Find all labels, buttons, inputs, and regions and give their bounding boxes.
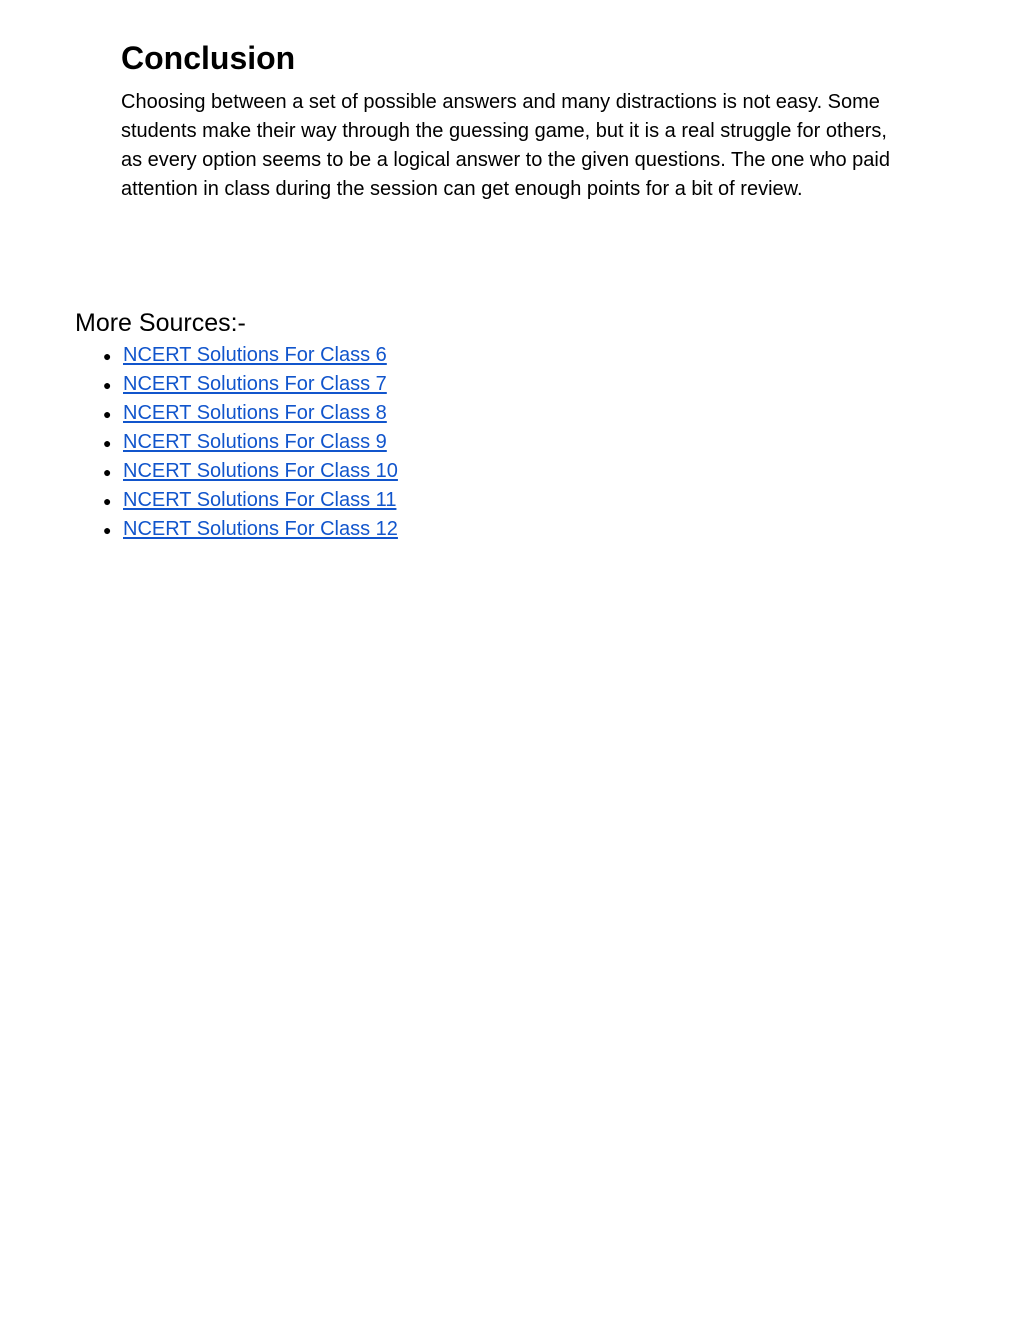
bullet-icon: ●: [103, 377, 112, 393]
sources-list: [75, 341, 675, 544]
source-link-class-6[interactable]: NCERT Solutions For Class 6: [123, 344, 387, 366]
source-link-class-11[interactable]: NCERT Solutions For Class 11: [123, 489, 397, 511]
conclusion-heading: Conclusion: [121, 40, 296, 76]
list-item: [75, 428, 675, 457]
bullet-icon: ●: [103, 522, 112, 538]
conclusion-paragraph: Choosing between a set of possible answers and many distractions is not easy. Some students make their way through the guessing game, but it is a real struggle for others, as every option seems to be a logical answer to the given questions. The one who paid attention in class during the session can get enough points for a bit of review.: [121, 91, 890, 200]
list-item: [75, 486, 675, 515]
source-link-class-9[interactable]: NCERT Solutions For Class 9: [123, 431, 387, 453]
conclusion-section: [121, 38, 901, 204]
source-link-class-10[interactable]: NCERT Solutions For Class 10: [123, 460, 398, 482]
source-link-class-8[interactable]: NCERT Solutions For Class 8: [123, 402, 387, 424]
source-link-class-12[interactable]: NCERT Solutions For Class 12: [123, 518, 398, 540]
source-link-class-7[interactable]: NCERT Solutions For Class 7: [123, 373, 387, 395]
list-item: [75, 457, 675, 486]
more-sources-heading: More Sources:-: [75, 309, 246, 337]
list-item: [75, 341, 675, 370]
more-sources-section: [75, 307, 675, 544]
list-item: [75, 515, 675, 544]
bullet-icon: ●: [103, 406, 112, 422]
bullet-icon: ●: [103, 435, 112, 451]
bullet-icon: ●: [103, 493, 112, 509]
list-item: [75, 370, 675, 399]
bullet-icon: ●: [103, 464, 112, 480]
list-item: [75, 399, 675, 428]
bullet-icon: ●: [103, 348, 112, 364]
